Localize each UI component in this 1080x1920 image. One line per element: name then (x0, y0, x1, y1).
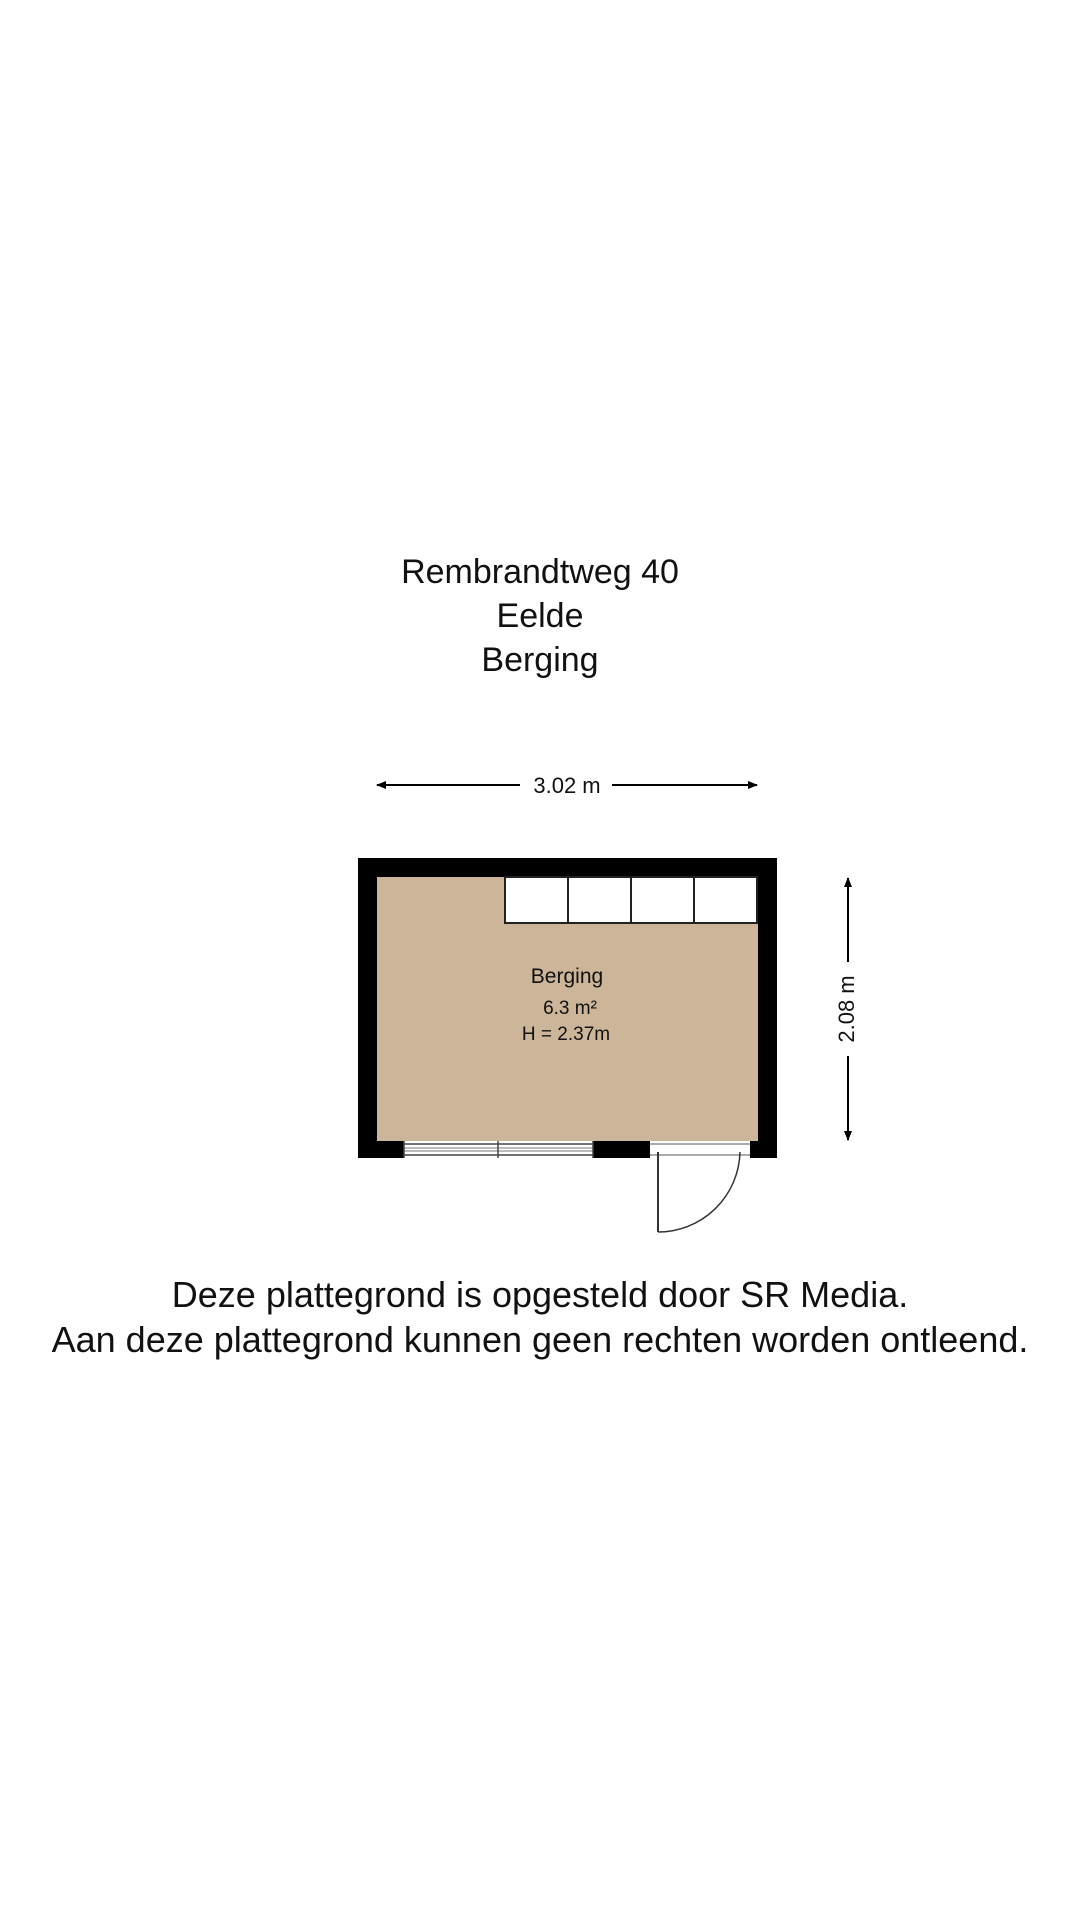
room-area: 6.3 m² (543, 998, 597, 1019)
disclaimer-line-1: Deze plattegrond is opgesteld door SR Media. (171, 1274, 909, 1315)
disclaimer (0, 1272, 1080, 1362)
depth-dimension (834, 878, 859, 1140)
cabinets (505, 877, 757, 923)
address-title: Rembrandtweg 40 (401, 553, 679, 591)
cabinet-unit (568, 877, 631, 923)
width-dimension (377, 773, 757, 798)
cabinet-unit (694, 877, 757, 923)
floor-title: Berging (481, 641, 599, 679)
depth-dimension-label: 2.08 m (833, 975, 859, 1043)
cabinet-unit (631, 877, 694, 923)
width-dimension-label: 3.02 m (533, 773, 601, 798)
door-swing (658, 1152, 740, 1232)
room-height: H = 2.37m (521, 1024, 611, 1045)
city-title: Eelde (496, 597, 584, 635)
room-berging (358, 858, 777, 1232)
cabinet-unit (505, 877, 568, 923)
room-name: Berging (530, 965, 604, 988)
disclaimer-line-2: Aan deze plattegrond kunnen geen rechten worden ontleend. (51, 1319, 1029, 1360)
